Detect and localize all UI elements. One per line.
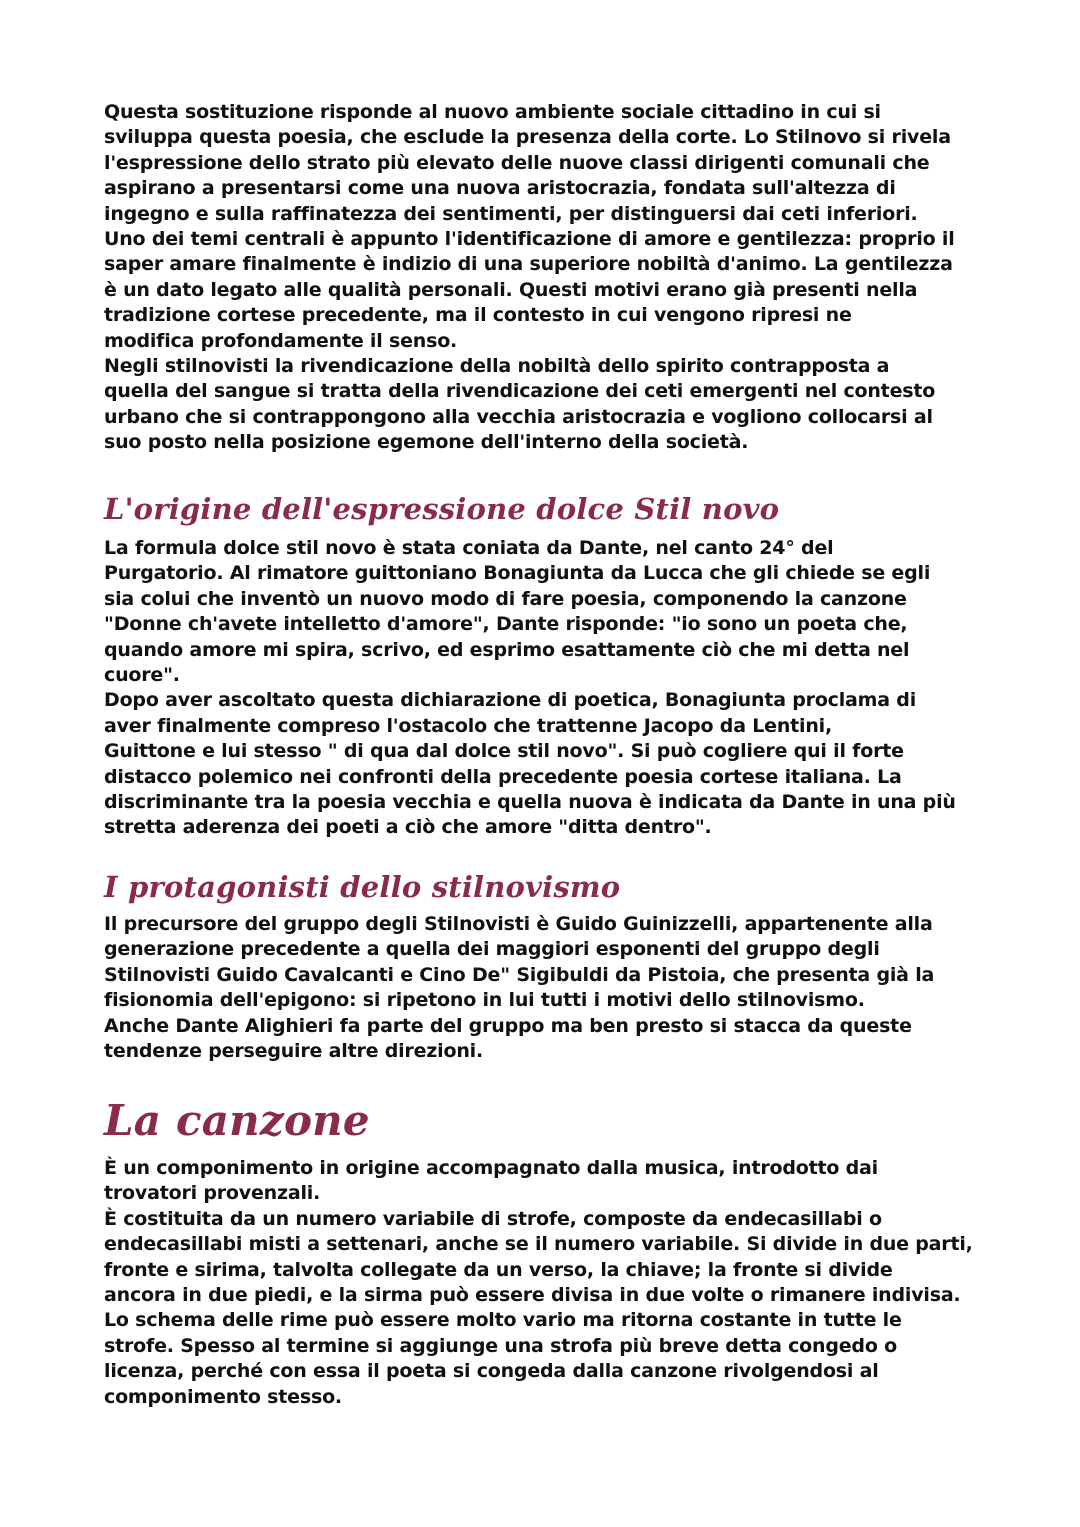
text-line: Purgatorio. Al rimatore guittoniano Bonagiunta da Lucca che gli chiede se egli [104,562,931,585]
text-line: l'espressione dello strato più elevato delle nuove classi dirigenti comunali che [104,151,930,174]
paragraph-origine [104,536,984,841]
text-line: Stilnovisti Guido Cavalcanti e Cino De" Sigibuldi da Pistoia, che presenta già la [104,963,935,986]
paragraph-protagonisti [104,912,984,1064]
text-line: generazione precedente a quella dei maggiori esponenti del gruppo degli [104,938,880,961]
text-line: fisionomia dell'epigono: si ripetono in lui tutti i motivi dello stilnovismo. [104,989,865,1012]
text-line: aspirano a presentarsi come una nuova aristocrazia, fondata sull'altezza di [104,177,896,200]
text-line: Anche Dante Alighieri fa parte del gruppo ma ben presto si stacca da queste [104,1014,912,1037]
text-line: endecasillabi misti a settenari, anche se il numero variabile. Si divide in due parti, [104,1233,973,1256]
text-line: Lo schema delle rime può essere molto vario ma ritorna costante in tutte le [104,1309,902,1332]
text-line: tradizione cortese precedente, ma il contesto in cui vengono ripresi ne [104,304,852,327]
text-line: Negli stilnovisti la rivendicazione della nobiltà dello spirito contrapposta a [104,355,890,378]
text-line: licenza, perché con essa il poeta si congeda dalla canzone rivolgendosi al [104,1360,879,1383]
text-line: È un componimento in origine accompagnato dalla musica, introdotto dai [104,1157,878,1179]
text-line: sviluppa questa poesia, che esclude la presenza della corte. Lo Stilnovo si rivela [104,126,951,149]
text-line: sia colui che inventò un nuovo modo di fare poesia, componendo la canzone [104,587,907,610]
text-line: È costituita da un numero variabile di strofe, composte da endecasillabi o [104,1207,882,1230]
paragraph-stilnovo-society [104,100,984,456]
text-line: stretta aderenza dei poeti a ciò che amore "ditta dentro". [104,816,712,839]
heading-protagonisti: I protagonisti dello stilnovismo [104,870,621,904]
text-line: tendenze perseguire altre direzioni. [104,1040,483,1063]
text-line: distacco polemico nei confronti della precedente poesia cortese italiana. La [104,765,902,788]
paragraph-canzone [104,1156,984,1410]
text-line: ancora in due piedi, e la sirma può essere divisa in due volte o rimanere indivisa. [104,1284,961,1307]
text-line: suo posto nella posizione egemone dell'interno della società. [104,431,749,454]
text-line: Questa sostituzione risponde al nuovo ambiente sociale cittadino in cui si [104,101,881,123]
heading-canzone: La canzone [104,1096,370,1145]
text-line: modifica profondamente il senso. [104,329,458,352]
heading-origine: L'origine dell'espressione dolce Stil novo [104,492,780,526]
text-line: è un dato legato alle qualità personali. Questi motivi erano già presenti nella [104,278,918,301]
text-line: Dopo aver ascoltato questa dichiarazione di poetica, Bonagiunta proclama di [104,689,917,712]
text-line: ingegno e sulla raffinatezza dei sentimenti, per distinguersi dai ceti inferiori. [104,202,918,225]
text-line: discriminante tra la poesia vecchia e quella nuova è indicata da Dante in una più [104,791,956,814]
text-line: "Donne ch'avete intelletto d'amore", Dante risponde: "io sono un poeta che, [104,613,908,636]
text-line: fronte e sirima, talvolta collegate da un verso, la chiave; la fronte si divide [104,1258,893,1281]
text-line: strofe. Spesso al termine si aggiunge una strofa più breve detta congedo o [104,1334,897,1357]
text-line: La formula dolce stil novo è stata coniata da Dante, nel canto 24° del [104,537,834,559]
text-line: quando amore mi spira, scrivo, ed esprimo esattamente ciò che mi detta nel [104,638,910,661]
text-line: Uno dei temi centrali è appunto l'identificazione di amore e gentilezza: proprio il [104,228,955,251]
text-line: Guittone e lui stesso " di qua dal dolce stil novo". Si può cogliere qui il forte [104,740,904,763]
text-line: saper amare finalmente è indizio di una superiore nobiltà d'animo. La gentilezza [104,253,953,276]
text-line: urbano che si contrappongono alla vecchia aristocrazia e vogliono collocarsi al [104,405,933,428]
text-line: quella del sangue si tratta della rivendicazione dei ceti emergenti nel contesto [104,380,936,403]
text-line: aver finalmente compreso l'ostacolo che trattenne Jacopo da Lentini, [104,714,833,737]
text-line: cuore". [104,664,180,687]
text-line: componimento stesso. [104,1385,342,1408]
text-line: trovatori provenzali. [104,1182,321,1205]
text-line: Il precursore del gruppo degli Stilnovisti è Guido Guinizzelli, appartenente alla [104,913,933,935]
